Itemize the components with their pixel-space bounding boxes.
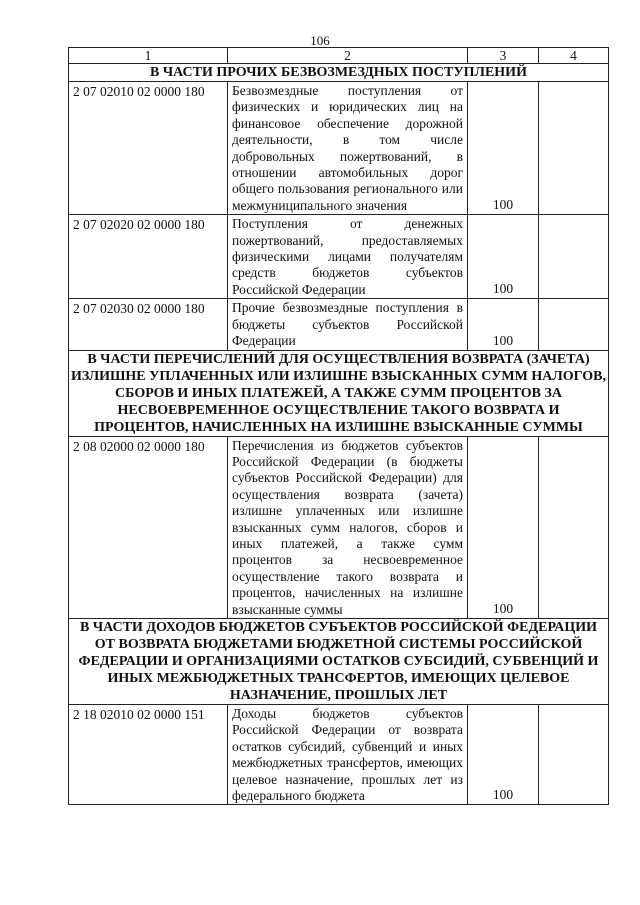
page-number: 106 bbox=[310, 33, 330, 48]
table-row bbox=[69, 215, 609, 299]
budget-code: 2 07 02010 02 0000 180 bbox=[69, 82, 228, 215]
income-description: Доходы бюджетов субъектов Российской Федерации от возврата остатков субсидий, субвенций и иных межбюджетных трансфертов, имеющих целевое назначение, прошлых лет из федерального бюджета bbox=[228, 704, 468, 804]
table-row bbox=[69, 704, 609, 804]
empty-cell bbox=[539, 704, 609, 804]
table-row bbox=[69, 299, 609, 350]
empty-cell bbox=[539, 215, 609, 299]
income-description: Безвозмездные поступления от физических и юридических лиц на финансовое обеспечение дорожной деятельности, в том числе добровольных пожертвований, в отношении автомобильных дорог общего пользования регионального или межмуниципального значения bbox=[228, 82, 468, 215]
norm-value: 100 bbox=[468, 215, 539, 299]
budget-code: 2 08 02000 02 0000 180 bbox=[69, 436, 228, 618]
income-description: Прочие безвозмездные поступления в бюджеты субъектов Российской Федерации bbox=[228, 299, 468, 350]
section-header-row bbox=[69, 350, 609, 436]
table-row bbox=[69, 436, 609, 618]
column-header: 4 bbox=[539, 48, 609, 64]
budget-code: 2 07 02030 02 0000 180 bbox=[69, 299, 228, 350]
income-description: Поступления от денежных пожертвований, предоставляемых физическими лицами получателям средств бюджетов субъектов Российской Федерации bbox=[228, 215, 468, 299]
table-row bbox=[69, 82, 609, 215]
empty-cell bbox=[539, 299, 609, 350]
norm-value: 100 bbox=[468, 436, 539, 618]
budget-code: 2 18 02010 02 0000 151 bbox=[69, 704, 228, 804]
empty-cell bbox=[539, 436, 609, 618]
column-header: 3 bbox=[468, 48, 539, 64]
empty-cell bbox=[539, 82, 609, 215]
table-header-row bbox=[69, 48, 609, 64]
column-header: 2 bbox=[228, 48, 468, 64]
norm-value: 100 bbox=[468, 82, 539, 215]
revenue-table bbox=[68, 47, 609, 805]
section-title: В ЧАСТИ ПРОЧИХ БЕЗВОЗМЕЗДНЫХ ПОСТУПЛЕНИЙ bbox=[69, 64, 609, 82]
income-description: Перечисления из бюджетов субъектов Российской Федерации (в бюджеты субъектов Российской Федерации) для осуществления возврата (зачета) излишне уплаченных или излишне взысканных сумм налогов, сборов и иных платежей, а также сумм процентов за несвоевременное осуществление такого возврата и процентов, начисленных на излишне взысканные суммы bbox=[228, 436, 468, 618]
norm-value: 100 bbox=[468, 704, 539, 804]
section-title: В ЧАСТИ ДОХОДОВ БЮДЖЕТОВ СУБЪЕКТОВ РОССИЙСКОЙ ФЕДЕРАЦИИ ОТ ВОЗВРАТА БЮДЖЕТАМИ БЮДЖЕТНОЙ СИСТЕМЫ РОССИЙСКОЙ ФЕДЕРАЦИИ И ОРГАНИЗАЦИЯМИ ОСТАТКОВ СУБСИДИЙ, СУБВЕНЦИЙ И ИНЫХ МЕЖБЮДЖЕТНЫХ ТРАНСФЕРТОВ, ИМЕЮЩИХ ЦЕЛЕВОЕ НАЗНАЧЕНИЕ, ПРОШЛЫХ ЛЕТ bbox=[69, 618, 609, 704]
section-title: В ЧАСТИ ПЕРЕЧИСЛЕНИЙ ДЛЯ ОСУЩЕСТВЛЕНИЯ ВОЗВРАТА (ЗАЧЕТА) ИЗЛИШНЕ УПЛАЧЕННЫХ ИЛИ ИЗЛИШНЕ ВЗЫСКАННЫХ СУММ НАЛОГОВ, СБОРОВ И ИНЫХ ПЛАТЕЖЕЙ, А ТАКЖЕ СУММ ПРОЦЕНТОВ ЗА НЕСВОЕВРЕМЕННОЕ ОСУЩЕСТВЛЕНИЕ ТАКОГО ВОЗВРАТА И ПРОЦЕНТОВ, НАЧИСЛЕННЫХ НА ИЗЛИШНЕ ВЗЫСКАННЫЕ СУММЫ bbox=[69, 350, 609, 436]
section-header-row bbox=[69, 64, 609, 82]
column-header: 1 bbox=[69, 48, 228, 64]
norm-value: 100 bbox=[468, 299, 539, 350]
section-header-row bbox=[69, 618, 609, 704]
budget-code: 2 07 02020 02 0000 180 bbox=[69, 215, 228, 299]
